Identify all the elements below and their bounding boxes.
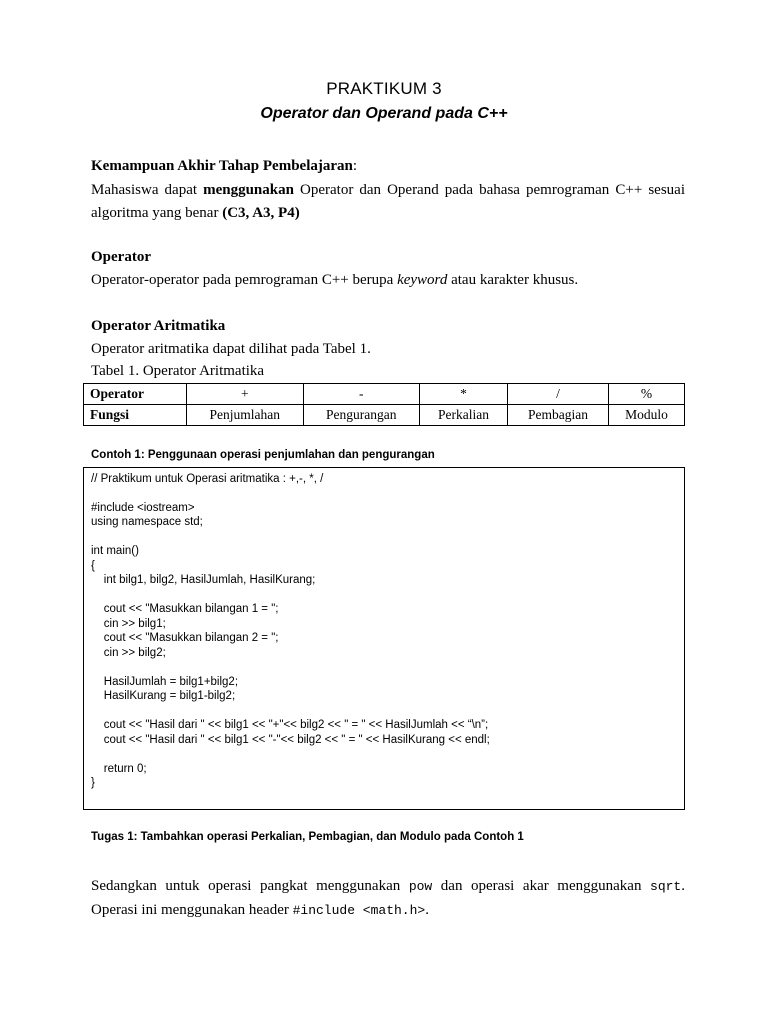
- table-header-cell: Fungsi: [84, 405, 187, 426]
- operator-table: [83, 383, 685, 426]
- table-cell: Modulo: [609, 405, 685, 426]
- operator-heading: Operator: [91, 249, 151, 265]
- table-cell: *: [420, 384, 508, 405]
- code-line: }: [91, 777, 95, 789]
- code-line: int bilg1, bilg2, HasilJumlah, HasilKurang;: [91, 574, 316, 586]
- code-line: {: [91, 560, 95, 572]
- kemampuan-line-1: Mahasiswa dapat menggunakan Operator dan Operand pada bahasa pemrograman C++ sesuai: [91, 182, 685, 198]
- kemampuan-line-2: algoritma yang benar (C3, A3, P4): [91, 205, 300, 221]
- page-title: PRAKTIKUM 3: [326, 79, 442, 98]
- table-cell: %: [609, 384, 685, 405]
- closing-line-1: Sedangkan untuk operasi pangkat menggunakan pow dan operasi akar menggunakan sqrt.: [91, 878, 685, 894]
- page-subtitle: Operator dan Operand pada C++: [260, 105, 508, 122]
- code-line: cout << "Hasil dari " << bilg1 << "+"<< bilg2 << " = " << HasilJumlah << “\n”;: [91, 719, 489, 731]
- aritmatika-intro: Operator aritmatika dapat dilihat pada Tabel 1.: [91, 341, 371, 357]
- contoh-label: Contoh 1: Penggunaan operasi penjumlahan dan pengurangan: [91, 449, 435, 461]
- table-cell: Perkalian: [420, 405, 508, 426]
- table-cell: +: [187, 384, 304, 405]
- table-cell: Penjumlahan: [187, 405, 304, 426]
- table-cell: Pengurangan: [303, 405, 420, 426]
- table-row: [84, 405, 685, 426]
- code-line: HasilJumlah = bilg1+bilg2;: [91, 676, 239, 688]
- code-line: HasilKurang = bilg1-bilg2;: [91, 690, 236, 702]
- code-line: cin >> bilg1;: [91, 618, 166, 630]
- code-line: using namespace std;: [91, 516, 203, 528]
- table-cell: /: [507, 384, 608, 405]
- code-line: // Praktikum untuk Operasi aritmatika : +,-, *, /: [91, 473, 324, 485]
- table-header-cell: Operator: [84, 384, 187, 405]
- code-line: cout << "Masukkan bilangan 2 = ";: [91, 632, 279, 644]
- code-line: cin >> bilg2;: [91, 647, 166, 659]
- code-line: return 0;: [91, 763, 147, 775]
- code-line: #include <iostream>: [91, 502, 195, 514]
- code-line: int main(): [91, 545, 139, 557]
- kemampuan-heading: Kemampuan Akhir Tahap Pembelajaran:: [91, 158, 358, 174]
- table-cell: Pembagian: [507, 405, 608, 426]
- code-line: cout << "Masukkan bilangan 1 = ";: [91, 603, 279, 615]
- aritmatika-heading: Operator Aritmatika: [91, 318, 226, 334]
- operator-text: Operator-operator pada pemrograman C++ berupa keyword atau karakter khusus.: [91, 272, 579, 288]
- table-caption: Tabel 1. Operator Aritmatika: [91, 363, 265, 379]
- table-row: [84, 384, 685, 405]
- table-cell: -: [303, 384, 420, 405]
- closing-line-2: Operasi ini menggunakan header #include <math.h>.: [91, 902, 429, 918]
- code-block: [83, 467, 685, 810]
- code-line: cout << "Hasil dari " << bilg1 << "-"<< bilg2 << " = " << HasilKurang << endl;: [91, 734, 490, 746]
- tugas-label: Tugas 1: Tambahkan operasi Perkalian, Pembagian, dan Modulo pada Contoh 1: [91, 831, 524, 843]
